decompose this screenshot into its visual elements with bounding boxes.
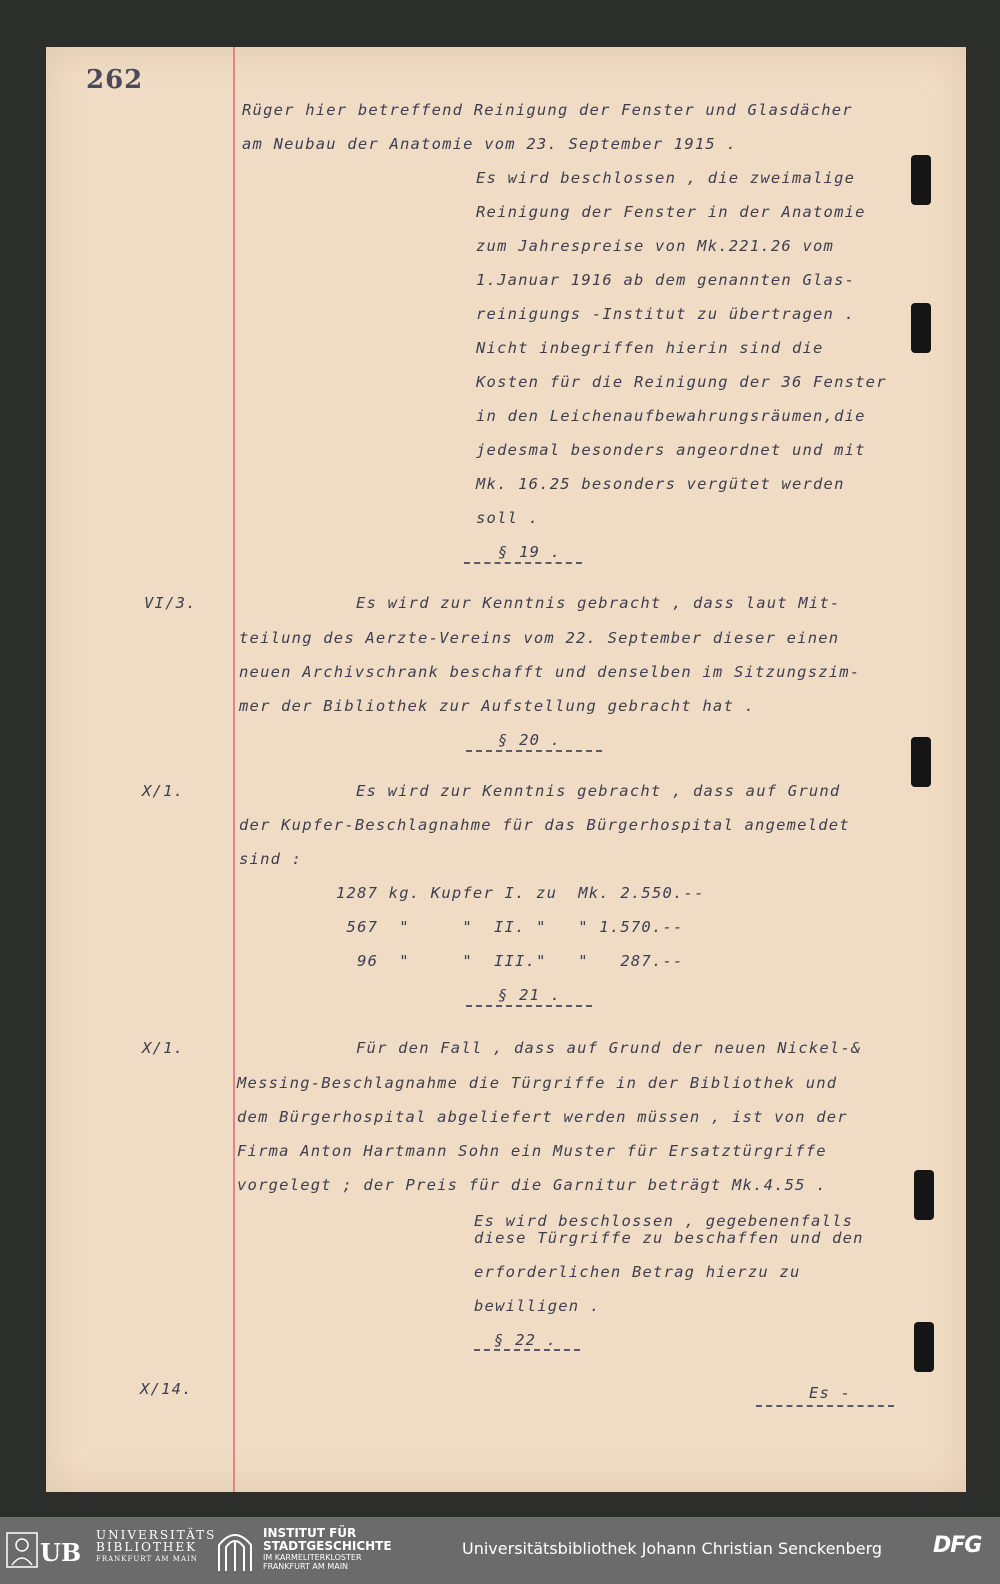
text-line: der Kupfer-Beschlagnahme für das Bürgerhospital angemeldet: [239, 816, 850, 834]
isg-name-line: IM KARMELITERKLOSTER: [263, 1553, 362, 1562]
text-line: reinigungs -Institut zu übertragen .: [476, 305, 856, 323]
text-line: Es wird beschlossen , gegebenenfalls: [474, 1212, 854, 1230]
margin-note: X/1.: [142, 782, 185, 800]
margin-note: VI/3.: [144, 594, 197, 612]
footer-bar: [0, 1517, 1000, 1584]
text-line: sind :: [239, 850, 303, 868]
text-line: zum Jahrespreise von Mk.221.26 vom: [476, 237, 835, 255]
text-line: diese Türgriffe zu beschaffen und den: [474, 1229, 864, 1247]
isg-name: [263, 1527, 392, 1571]
section-divider: [466, 1005, 592, 1007]
text-line: neuen Archivschrank beschafft und denselben im Sitzungszim-: [239, 663, 861, 681]
section-divider: [756, 1405, 894, 1407]
text-line: mer der Bibliothek zur Aufstellung gebracht hat .: [239, 697, 756, 715]
text-line: 567 " " II. " " 1.570.--: [336, 918, 684, 936]
section-divider: [474, 1349, 580, 1351]
text-line: Firma Anton Hartmann Sohn ein Muster für Ersatztürgriffe: [237, 1142, 827, 1160]
isg-name-line: INSTITUT FÜR: [263, 1526, 357, 1540]
text-line: Reinigung der Fenster in der Anatomie: [476, 203, 866, 221]
tab-marker: [911, 737, 931, 787]
library-name: Universitätsbibliothek Johann Christian Senckenberg: [462, 1539, 883, 1558]
text-line: erforderlichen Betrag hierzu zu: [474, 1263, 801, 1281]
tab-marker: [914, 1170, 934, 1220]
ub-logo-icon: [6, 1527, 90, 1573]
text-line: bewilligen .: [474, 1297, 601, 1315]
page-number: 262: [86, 65, 144, 95]
section-divider: [466, 750, 602, 752]
text-line: 1.Januar 1916 ab dem genannten Glas-: [476, 271, 856, 289]
text-line: § 20 .: [498, 731, 562, 749]
tab-marker: [911, 303, 931, 353]
text-line: Es -: [809, 1384, 852, 1402]
text-line: Es wird zur Kenntnis gebracht , dass laut Mit-: [356, 594, 841, 612]
text-line: § 21 .: [498, 986, 562, 1004]
text-line: in den Leichenaufbewahrungsräumen,die: [476, 407, 866, 425]
text-line: 1287 kg. Kupfer I. zu Mk. 2.550.--: [336, 884, 705, 902]
ub-name-line: BIBLIOTHEK: [96, 1540, 198, 1554]
margin-note: X/1.: [142, 1039, 185, 1057]
text-line: teilung des Aerzte-Vereins vom 22. September dieser einen: [239, 629, 840, 647]
archive-page: [46, 47, 966, 1492]
text-line: soll .: [476, 509, 540, 527]
ub-logo-text: UB: [40, 1538, 82, 1567]
isg-arch-icon: [215, 1527, 255, 1573]
text-line: Mk. 16.25 besonders vergütet werden: [476, 475, 845, 493]
text-line: Für den Fall , dass auf Grund der neuen Nickel-&: [356, 1039, 862, 1057]
section-divider: [464, 562, 582, 564]
text-line: Messing-Beschlagnahme die Türgriffe in der Bibliothek und: [237, 1074, 838, 1092]
text-line: jedesmal besonders angeordnet und mit: [476, 441, 866, 459]
dfg-logo: DFG: [933, 1533, 982, 1558]
text-line: Es wird beschlossen , die zweimalige: [476, 169, 856, 187]
margin-rule: [233, 47, 235, 1492]
text-line: vorgelegt ; der Preis für die Garnitur beträgt Mk.4.55 .: [237, 1176, 827, 1194]
ub-name: [96, 1529, 216, 1565]
tab-marker: [911, 155, 931, 205]
text-line: am Neubau der Anatomie vom 23. September 1915 .: [242, 135, 737, 153]
text-line: Kosten für die Reinigung der 36 Fenster: [476, 373, 887, 391]
text-line: dem Bürgerhospital abgeliefert werden müssen , ist von der: [237, 1108, 848, 1126]
text-line: Nicht inbegriffen hierin sind die: [476, 339, 824, 357]
isg-name-line: FRANKFURT AM MAIN: [263, 1562, 349, 1571]
text-line: § 19 .: [498, 543, 562, 561]
margin-note: X/14.: [140, 1380, 193, 1398]
ub-name-line: FRANKFURT AM MAIN: [96, 1555, 198, 1563]
text-line: 96 " " III." " 287.--: [336, 952, 684, 970]
tab-marker: [914, 1322, 934, 1372]
ub-name-line: UNIVERSITÄTS: [96, 1528, 217, 1542]
text-line: Rüger hier betreffend Reinigung der Fenster und Glasdächer: [242, 101, 853, 119]
text-line: Es wird zur Kenntnis gebracht , dass auf Grund: [356, 782, 841, 800]
isg-name-line: STADTGESCHICHTE: [263, 1539, 392, 1553]
text-line: § 22 .: [494, 1331, 558, 1349]
